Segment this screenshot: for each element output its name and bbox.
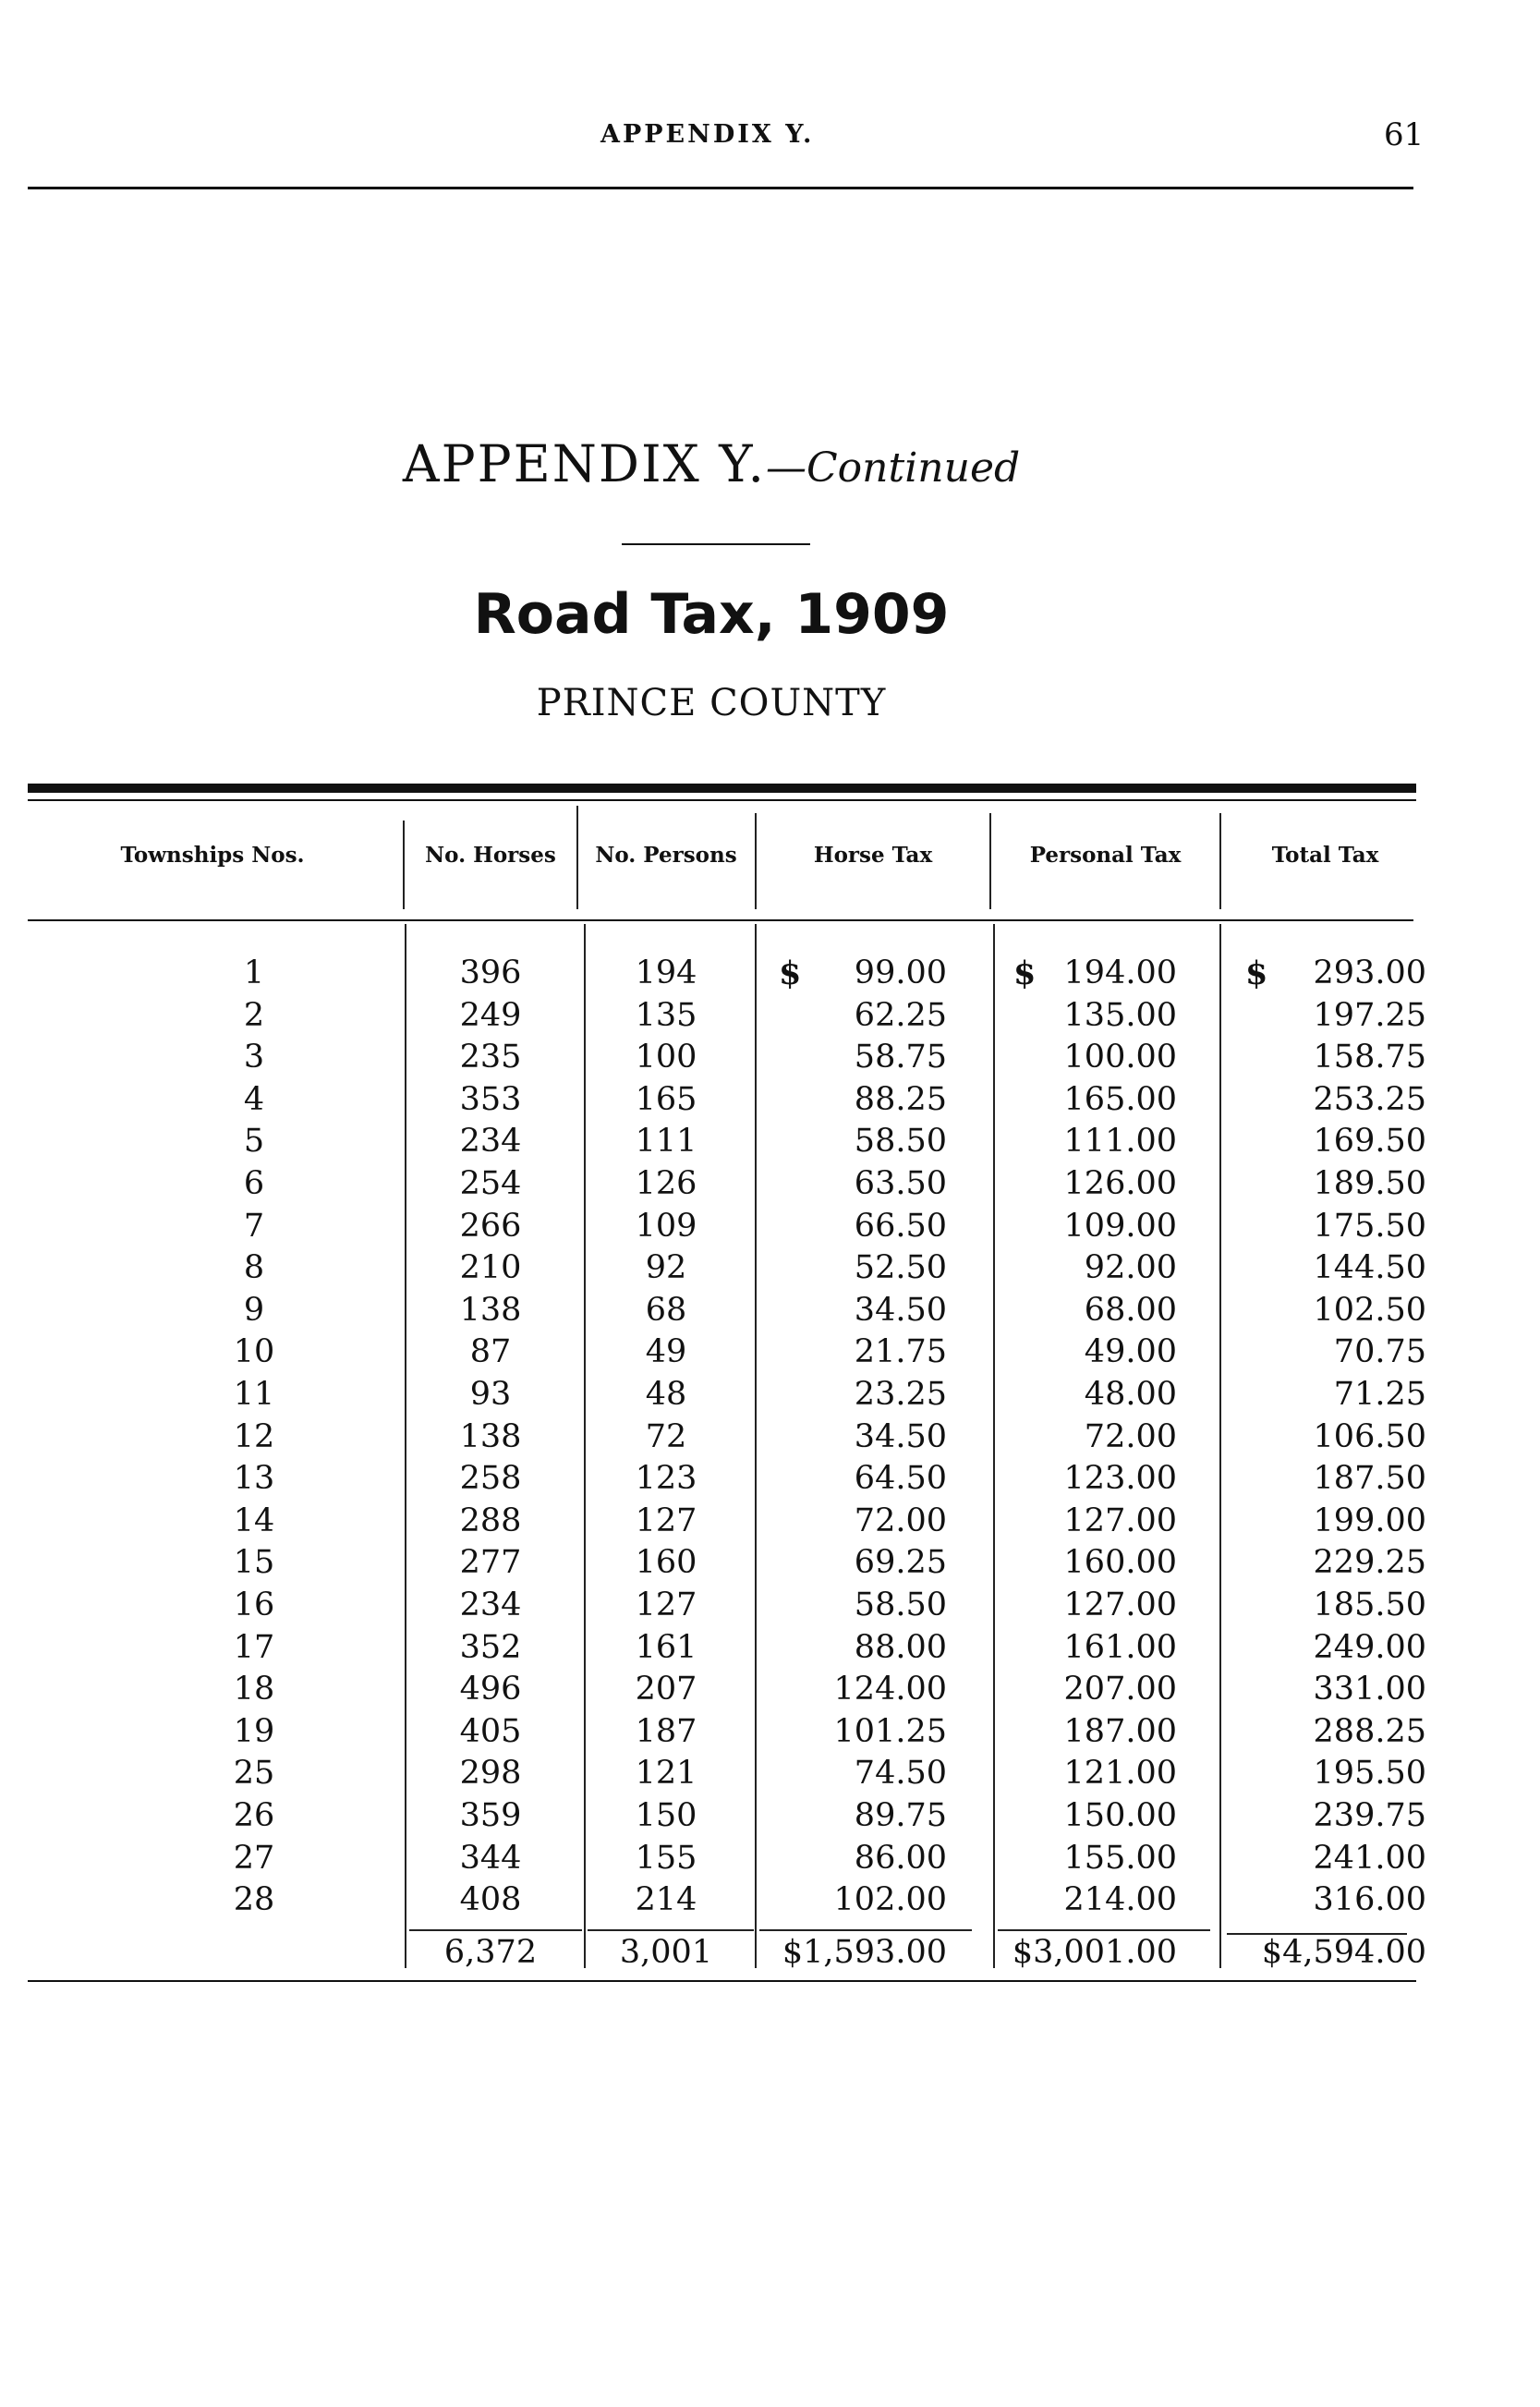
table-row	[0, 1376, 1540, 1417]
total-tax-value: 241.00	[1313, 1839, 1426, 1877]
table-row	[0, 1165, 1540, 1207]
horse-tax-value: 124.00	[833, 1671, 947, 1708]
table-row	[0, 1797, 1540, 1839]
personal-tax-value: 109.00	[1063, 1207, 1177, 1245]
table-row	[0, 1502, 1540, 1544]
persons-count: 48	[645, 1376, 687, 1413]
horses-count: 277	[459, 1544, 522, 1582]
personal-tax-value: 121.00	[1063, 1755, 1177, 1793]
township-number: 9	[243, 1291, 265, 1329]
horses-count: 298	[459, 1755, 522, 1793]
table-row	[0, 1208, 1540, 1249]
township-number: 6	[243, 1165, 265, 1202]
personal-tax-value: 127.00	[1063, 1586, 1177, 1623]
horse-tax-value: 101.25	[833, 1712, 947, 1750]
persons-count: 150	[635, 1797, 697, 1834]
township-number: 18	[233, 1671, 275, 1708]
persons-count: 187	[635, 1712, 697, 1750]
appendix-label: APPENDIX Y.	[402, 434, 767, 493]
horse-tax-value: 99.00	[854, 954, 947, 991]
total-tax-value: 189.50	[1313, 1165, 1426, 1202]
persons-count: 92	[645, 1249, 687, 1287]
table-row	[0, 1081, 1540, 1123]
total-tax-value: 175.50	[1313, 1207, 1426, 1245]
persons-count: 127	[635, 1501, 697, 1539]
horse-tax-value: 34.50	[854, 1417, 947, 1455]
horses-count: 359	[459, 1797, 522, 1834]
horses-count: 87	[469, 1333, 512, 1371]
personal-tax-value: 155.00	[1063, 1839, 1177, 1877]
header-column-divider	[755, 813, 757, 909]
persons-count: 160	[635, 1544, 697, 1582]
persons-count: 121	[635, 1755, 697, 1793]
table-row	[0, 1460, 1540, 1501]
total-horse-tax: $1,593.00	[782, 1934, 947, 1971]
horses-count: 138	[459, 1417, 522, 1455]
horses-count: 405	[459, 1712, 522, 1750]
township-number: 14	[233, 1501, 275, 1539]
total-tax-value: 239.75	[1313, 1797, 1426, 1834]
table-row	[0, 1123, 1540, 1164]
header-column-divider	[576, 806, 578, 909]
horse-tax-value: 52.50	[854, 1249, 947, 1287]
personal-tax-value: 126.00	[1063, 1165, 1177, 1202]
appendix-heading	[0, 434, 1423, 493]
township-number: 26	[233, 1797, 275, 1834]
total-tax-value: 195.50	[1313, 1755, 1426, 1793]
total-total-tax: $4,594.00	[1261, 1934, 1426, 1971]
persons-count: 68	[645, 1291, 687, 1329]
table-row	[0, 1671, 1540, 1712]
page-title: Road Tax, 1909	[473, 582, 950, 647]
persons-count: 135	[635, 996, 697, 1034]
township-number: 19	[233, 1712, 275, 1750]
personal-tax-value: 165.00	[1063, 1080, 1177, 1118]
personal-tax-value: 92.00	[1084, 1249, 1177, 1287]
table-top-thin-rule	[28, 799, 1416, 801]
total-tax-value: 197.25	[1313, 996, 1426, 1034]
table-row	[0, 1586, 1540, 1628]
personal-tax-value: 49.00	[1084, 1333, 1177, 1371]
horses-count: 396	[459, 954, 522, 991]
currency-symbol: $	[779, 954, 802, 992]
horses-count: 234	[459, 1123, 522, 1161]
total-persons: 3,001	[619, 1934, 713, 1971]
totals-rule	[759, 1929, 972, 1931]
table-top-thick-rule	[28, 784, 1416, 793]
running-head	[0, 116, 1540, 157]
totals-row	[0, 1934, 1540, 1975]
township-number: 3	[243, 1039, 265, 1076]
running-head-title: APPENDIX Y.	[600, 120, 815, 149]
persons-count: 214	[635, 1881, 697, 1919]
horse-tax-value: 63.50	[854, 1165, 947, 1202]
total-tax-value: 331.00	[1313, 1671, 1426, 1708]
totals-rule	[588, 1929, 754, 1931]
township-number: 17	[233, 1628, 275, 1666]
township-number: 8	[243, 1249, 265, 1287]
horse-tax-value: 74.50	[854, 1755, 947, 1793]
total-tax-value: 106.50	[1313, 1417, 1426, 1455]
personal-tax-value: 123.00	[1063, 1460, 1177, 1498]
table-row	[0, 1333, 1540, 1375]
table-row	[0, 1292, 1540, 1333]
table-row	[0, 1039, 1540, 1080]
total-tax-value: 102.50	[1313, 1291, 1426, 1329]
horse-tax-value: 62.25	[854, 996, 947, 1034]
township-number: 27	[233, 1839, 275, 1877]
horses-count: 93	[469, 1376, 512, 1413]
township-number: 10	[233, 1333, 275, 1371]
horses-count: 352	[459, 1628, 522, 1666]
persons-count: 109	[635, 1207, 697, 1245]
township-number: 4	[243, 1080, 265, 1118]
township-number: 15	[233, 1544, 275, 1582]
township-number: 16	[233, 1586, 275, 1623]
horse-tax-value: 58.75	[854, 1039, 947, 1076]
table-row	[0, 1713, 1540, 1755]
table-bottom-rule	[28, 1980, 1416, 1982]
page-number: 61	[1384, 116, 1425, 153]
personal-tax-value: 135.00	[1063, 996, 1177, 1034]
table-row	[0, 997, 1540, 1039]
horses-count: 249	[459, 996, 522, 1034]
personal-tax-value: 100.00	[1063, 1039, 1177, 1076]
horse-tax-value: 102.00	[833, 1881, 947, 1919]
personal-tax-value: 68.00	[1084, 1291, 1177, 1329]
horses-count: 138	[459, 1291, 522, 1329]
total-tax-value: 71.25	[1333, 1376, 1426, 1413]
township-number: 11	[233, 1376, 275, 1413]
horses-count: 210	[459, 1249, 522, 1287]
horse-tax-value: 23.25	[854, 1376, 947, 1413]
horse-tax-value: 88.00	[854, 1628, 947, 1666]
column-header-townships: Townships Nos.	[120, 843, 305, 868]
horse-tax-value: 72.00	[854, 1501, 947, 1539]
total-tax-value: 158.75	[1313, 1039, 1426, 1076]
currency-symbol: $	[1245, 954, 1268, 992]
horse-tax-value: 64.50	[854, 1460, 947, 1498]
totals-rule	[998, 1929, 1210, 1931]
persons-count: 155	[635, 1839, 697, 1877]
persons-count: 100	[635, 1039, 697, 1076]
total-personal-tax: $3,001.00	[1012, 1934, 1177, 1971]
total-tax-value: 70.75	[1333, 1333, 1426, 1371]
horses-count: 353	[459, 1080, 522, 1118]
horses-count: 344	[459, 1839, 522, 1877]
personal-tax-value: 207.00	[1063, 1671, 1177, 1708]
persons-count: 127	[635, 1586, 697, 1623]
horse-tax-value: 66.50	[854, 1207, 947, 1245]
total-tax-value: 253.25	[1313, 1080, 1426, 1118]
township-number: 28	[233, 1881, 275, 1919]
header-rule	[28, 187, 1413, 189]
table-header-rule	[28, 919, 1413, 921]
table-row	[0, 954, 1540, 996]
horse-tax-value: 86.00	[854, 1839, 947, 1877]
township-number: 25	[233, 1755, 275, 1793]
currency-symbol: $	[1013, 954, 1037, 992]
personal-tax-value: 160.00	[1063, 1544, 1177, 1582]
personal-tax-value: 194.00	[1063, 954, 1177, 991]
horses-count: 254	[459, 1165, 522, 1202]
township-number: 13	[233, 1460, 275, 1498]
persons-count: 49	[645, 1333, 687, 1371]
table-row	[0, 1629, 1540, 1671]
persons-count: 123	[635, 1460, 697, 1498]
township-number: 2	[243, 996, 265, 1034]
horse-tax-value: 58.50	[854, 1123, 947, 1161]
column-header-horses: No. Horses	[425, 843, 556, 868]
township-number: 7	[243, 1207, 265, 1245]
page-subtitle: PRINCE COUNTY	[536, 682, 887, 724]
column-header-persons: No. Persons	[595, 843, 737, 868]
header-column-divider	[403, 821, 405, 909]
persons-count: 194	[635, 954, 697, 991]
total-tax-value: 293.00	[1313, 954, 1426, 991]
total-tax-value: 288.25	[1313, 1712, 1426, 1750]
horse-tax-value: 34.50	[854, 1291, 947, 1329]
personal-tax-value: 127.00	[1063, 1501, 1177, 1539]
total-tax-value: 185.50	[1313, 1586, 1426, 1623]
total-tax-value: 249.00	[1313, 1628, 1426, 1666]
personal-tax-value: 72.00	[1084, 1417, 1177, 1455]
heading-divider	[622, 543, 810, 545]
personal-tax-value: 161.00	[1063, 1628, 1177, 1666]
total-tax-value: 316.00	[1313, 1881, 1426, 1919]
persons-count: 126	[635, 1165, 697, 1202]
column-header-personal-tax: Personal Tax	[1029, 843, 1182, 868]
column-header-total-tax: Total Tax	[1271, 843, 1379, 868]
table-row	[0, 1418, 1540, 1460]
totals-rule	[409, 1929, 582, 1931]
total-horses: 6,372	[443, 1934, 538, 1971]
persons-count: 111	[635, 1123, 697, 1161]
personal-tax-value: 187.00	[1063, 1712, 1177, 1750]
township-number: 1	[243, 954, 265, 991]
column-header-horse-tax: Horse Tax	[813, 843, 933, 868]
horses-count: 408	[459, 1881, 522, 1919]
total-tax-value: 229.25	[1313, 1544, 1426, 1582]
table-row	[0, 1881, 1540, 1923]
persons-count: 207	[635, 1671, 697, 1708]
horses-count: 496	[459, 1671, 522, 1708]
horse-tax-value: 69.25	[854, 1544, 947, 1582]
horse-tax-value: 58.50	[854, 1586, 947, 1623]
persons-count: 72	[645, 1417, 687, 1455]
horses-count: 235	[459, 1039, 522, 1076]
continued-label: —Continued	[766, 444, 1021, 492]
table-row	[0, 1249, 1540, 1291]
horse-tax-value: 21.75	[854, 1333, 947, 1371]
persons-count: 165	[635, 1080, 697, 1118]
horses-count: 258	[459, 1460, 522, 1498]
persons-count: 161	[635, 1628, 697, 1666]
total-tax-value: 144.50	[1313, 1249, 1426, 1287]
personal-tax-value: 48.00	[1084, 1376, 1177, 1413]
horses-count: 288	[459, 1501, 522, 1539]
header-column-divider	[989, 813, 991, 909]
horse-tax-value: 88.25	[854, 1080, 947, 1118]
personal-tax-value: 214.00	[1063, 1881, 1177, 1919]
horses-count: 234	[459, 1586, 522, 1623]
horse-tax-value: 89.75	[854, 1797, 947, 1834]
township-number: 5	[243, 1123, 265, 1161]
table-row	[0, 1840, 1540, 1881]
total-tax-value: 199.00	[1313, 1501, 1426, 1539]
personal-tax-value: 150.00	[1063, 1797, 1177, 1834]
total-tax-value: 187.50	[1313, 1460, 1426, 1498]
table-row	[0, 1755, 1540, 1796]
horses-count: 266	[459, 1207, 522, 1245]
table-row	[0, 1544, 1540, 1586]
personal-tax-value: 111.00	[1063, 1123, 1177, 1161]
total-tax-value: 169.50	[1313, 1123, 1426, 1161]
township-number: 12	[233, 1417, 275, 1455]
